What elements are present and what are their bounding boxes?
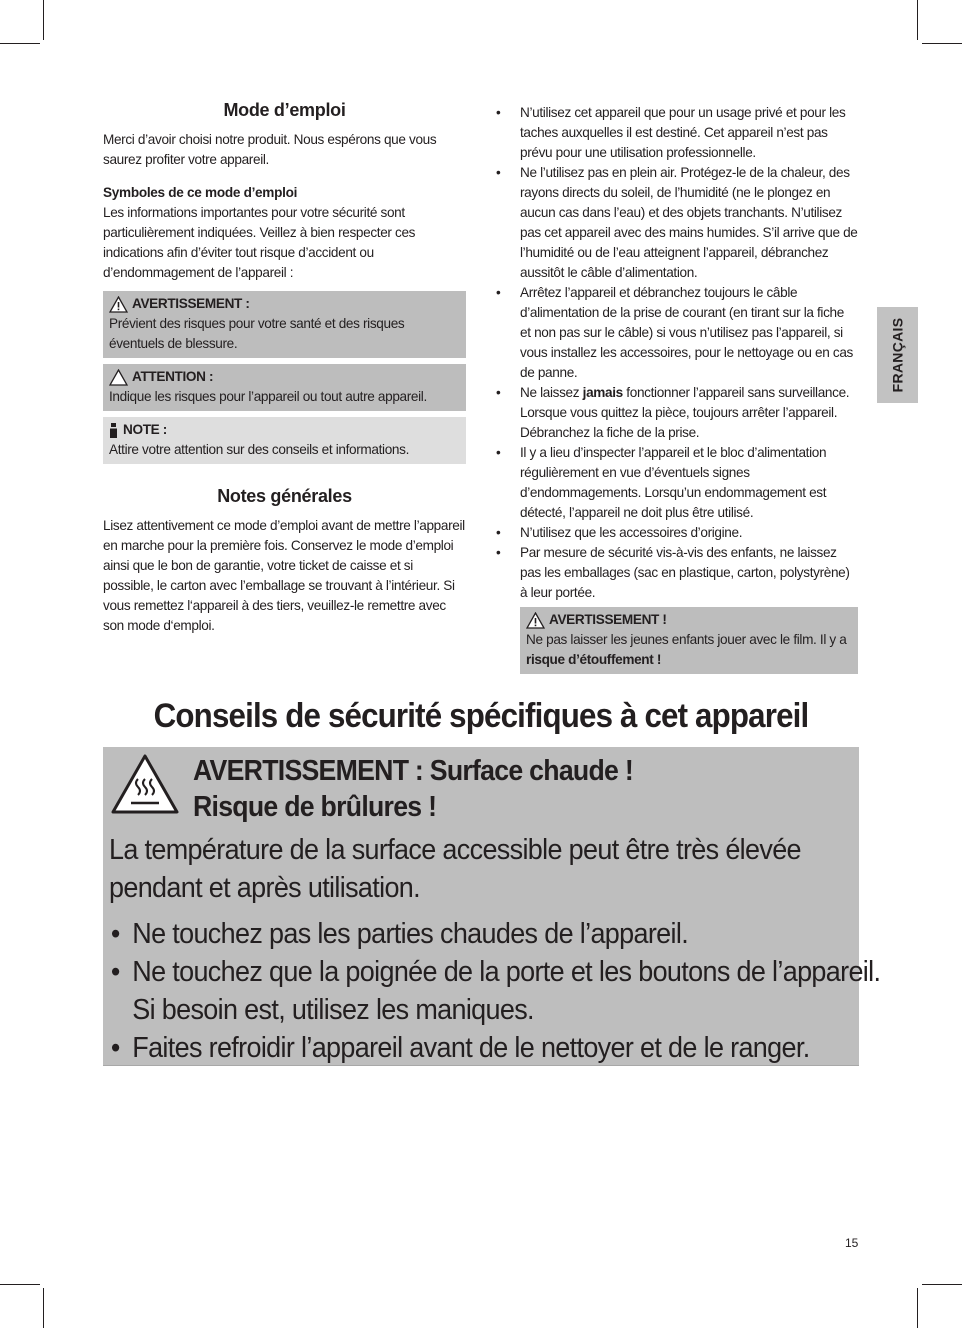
page-number: 15 [845,1236,859,1250]
list-item-text: Ne laissez [520,385,583,400]
list-item-text: Ne touchez que la poignée de la porte et les boutons de l’appareil. [132,956,881,988]
crop-mark [917,0,918,40]
list-item: • N’utilisez cet appareil que pour un usage privé et pour les taches auxquelles il est destiné. Cet appareil n’est pas prévu pour une utilisation professionnelle. [496,103,858,163]
intro-text: Merci d’avoir choisi notre produit. Nous espérons que vous saurez profiter votre appareil. [103,132,437,167]
list-item: • Arrêtez l’appareil et débranchez toujours le câble d’alimentation de la prise de courant (en tirant sur la fiche et non pas sur le câble) si vous n’utilisez pas l’appareil, si vous installez les accessoires, pour le nettoyage ou en cas de panne. [496,283,858,383]
list-item [496,383,858,443]
hot-surface-warning-box [103,747,881,1066]
crop-mark [917,1288,918,1328]
note-title-label: NOTE : [123,422,167,437]
warning-box-title [109,294,460,314]
list-item-text: Si besoin est, utilisez les maniques. [132,994,534,1026]
children-warning-title-label: AVERTISSEMENT ! [549,612,667,627]
note-box-text: Attire votre attention sur des conseils et informations. [109,442,410,457]
crop-mark [922,43,962,44]
crop-mark [0,43,40,44]
hot-surface-body [109,831,881,1067]
warning-title-label: AVERTISSEMENT : [132,296,250,311]
hot-bullet-list [109,915,881,1067]
crop-mark [43,1288,44,1328]
crop-mark [922,1284,962,1285]
list-item [109,953,881,1029]
notes-generales-text: Lisez attentivement ce mode d’emploi avant de mettre l’appareil en marche pour la première fois. Conservez le mode d’emploi ainsi que le bon de garantie, votre ticket de caisse et si possible, le carton avec l’emballage se trouvant à l’intérieur. Si vous remettez l‘appareil à des tiers, veuillez-le remettre avec son mode d‘emploi. [103,518,465,633]
attention-box-title [109,367,460,387]
attention-triangle-icon [109,369,128,386]
attention-box [103,364,466,411]
attention-box-text: Indique les risques pour l’appareil ou tout autre appareil. [109,389,427,404]
hot-surface-icon [110,753,180,815]
list-item: • Par mesure de sécurité vis-à-vis des enfants, ne laissez pas les emballages (sac en plastique, carton, polystyrène) à leur portée. [496,543,858,603]
symbols-text: Les informations importantes pour votre sécurité sont particulièrement indiquées. Veillez à bien respecter ces indications afin d’éviter tout risque d’accident ou d’endommagement de l’appareil : [103,205,416,280]
language-tab [877,307,918,403]
symbols-heading: Symboles de ce mode d’emploi [103,185,298,200]
children-warning-text [526,630,852,670]
notes-generales-title: Notes générales [217,486,352,506]
crop-mark [0,1284,40,1285]
crop-mark [43,0,44,40]
note-box-title [109,420,460,440]
list-item: • Ne touchez pas les parties chaudes de l’appareil. [109,915,805,953]
list-item: • Faites refroidir l’appareil avant de le nettoyer et de le ranger. [109,1029,805,1067]
left-column [103,100,466,636]
warning-box [103,291,466,358]
hot-paragraph-line-1: La température de la surface accessible peut être très élevée [109,834,801,866]
hot-title-line-1: AVERTISSEMENT : Surface chaude ! [193,755,633,787]
warning-box-text: Prévient des risques pour votre santé et des risques éventuels de blessure. [109,316,405,351]
warning-triangle-icon [109,296,128,313]
hot-title-line-2: Risque de brûlures ! [193,791,437,823]
list-item-text: fonctionner l’appareil sans surveillance. Lorsque vous quittez la pièce, toujours arrêter l’appareil. Débranchez la fiche de la prise. [520,385,850,440]
children-warning-body: Ne pas laisser les jeunes enfants jouer avec le film. Il y a [526,632,847,647]
list-item: • Ne l’utilisez pas en plein air. Protégez-le de la chaleur, des rayons directs du soleil, de l’humidité (ne le plongez en aucun cas dans l’eau) et des objets tranchants. N’utilisez pas cet appareil avec des mains humides. S’il arrive que de l’humidité ou de l’eau atteignent l’appareil, débranchez aussitôt le câble d’alimentation. [496,163,858,283]
hot-paragraph-line-2: pendant et après utilisation. [109,872,420,904]
mode-emploi-title: Mode d’emploi [223,100,346,120]
warning-triangle-icon [526,612,545,629]
emphasis-text: jamais [582,385,623,400]
attention-title-label: ATTENTION : [132,369,214,384]
children-warning-box [520,607,858,674]
safety-bullet-list [496,103,858,603]
children-warning-emphasis: risque d’étouffement ! [526,652,662,667]
note-box [103,417,466,464]
list-item: • N’utilisez que les accessoires d’origine. [496,523,858,543]
hot-surface-title [193,753,671,825]
list-item: • Il y a lieu d’inspecter l’appareil et le bloc d’alimentation régulièrement en vue d’éventuels signes d’endommagements. Lorsqu’un endommagement est détecté, l’appareil ne doit plus être utilisé. [496,443,858,523]
info-icon [109,422,119,439]
language-tab-label: FRANÇAIS [889,317,906,393]
children-warning-title [526,610,852,630]
specific-safety-title: Conseils de sécurité spécifiques à cet appareil [153,697,809,735]
right-column [496,103,858,674]
